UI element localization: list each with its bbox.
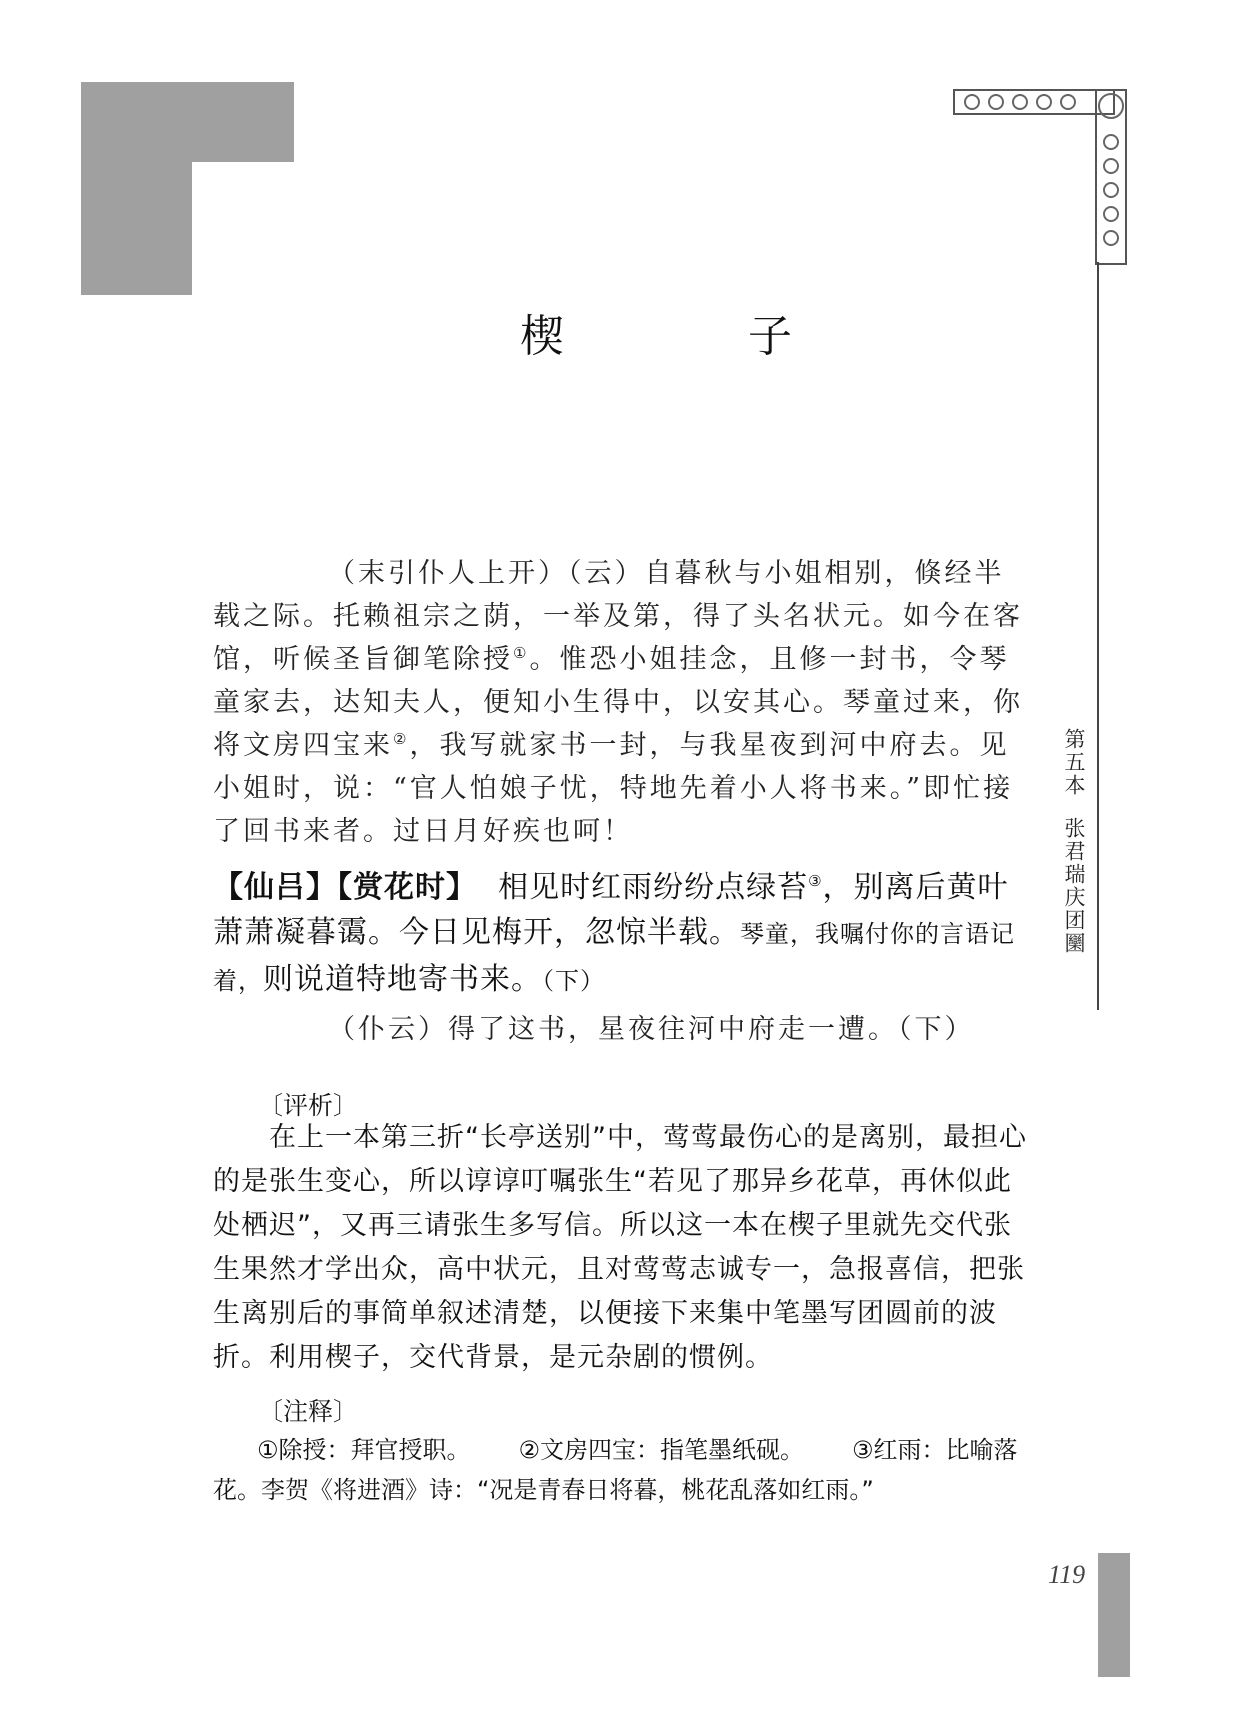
intro-lead: （末引仆人上开）（云）自暮秋与小姐相别，倏经半载之际。托赖祖宗之荫，一举及第，得了头名状元。如今在客馆，听候圣旨御笔除授 — [213, 558, 1023, 675]
notes-body — [213, 1430, 1033, 1510]
footnote-marker-1: ① — [513, 644, 530, 662]
note-2: ②文房四宝：指笔墨纸砚。 — [518, 1436, 805, 1464]
aria-text-4: 则说道特地寄书来。 — [263, 962, 542, 997]
sidebar-part-number: 第五本 — [1062, 728, 1086, 797]
note-3: ③红雨：比喻落花。李贺《将进酒》诗：“况是青春日将暮，桃花乱落如红雨。” — [213, 1436, 1018, 1504]
intro-paragraph — [213, 552, 1033, 853]
aria-exit: （下） — [542, 967, 605, 995]
intro-mid: 。惟恐小姐挂念，且修一封书，令琴童家去，达知夫人，便知小生得中，以安其心。琴童过来，你将文房四宝来 — [213, 644, 1023, 761]
footnote-marker-3: ③ — [808, 872, 823, 890]
aria-tune: 【仙吕】【赏花时】 — [213, 870, 477, 905]
corner-ornament — [952, 86, 1130, 266]
aria-paragraph — [213, 865, 1033, 1004]
note-1: ①除授：拜官授职。 — [257, 1436, 471, 1464]
page-title: 楔 子 — [520, 311, 862, 362]
page-number: 119 — [1048, 1560, 1086, 1589]
servant-line: （仆云）得了这书，星夜往河中府走一遭。（下） — [328, 1014, 975, 1045]
notes-heading: 〔注释〕 — [258, 1397, 359, 1426]
corner-block-left — [81, 82, 192, 295]
analysis-heading: 〔评析〕 — [258, 1091, 359, 1120]
aria-text-3: 琴童，我嘱付你的言语记着， — [213, 920, 1015, 995]
aria-text-1: 相见时红雨纷纷点绿苔 — [498, 870, 809, 905]
sidebar-part-title: 张君瑞庆团圞 — [1062, 817, 1086, 955]
vertical-rule — [1097, 262, 1099, 1010]
running-sidebar — [1062, 728, 1086, 955]
page-tab — [1098, 1553, 1130, 1677]
aria-text-2: ，别离后黄叶萧萧凝暮霭。今日见梅开，忽惊半载。 — [213, 870, 1009, 950]
analysis-body: 在上一本第三折“长亭送别”中，莺莺最伤心的是离别，最担心的是张生变心，所以谆谆叮嘱张生“若见了那异乡花草，再休似此处栖迟”，又再三请张生多写信。所以这一本在楔子里就先交代张生果然才学出众，高中状元，且对莺莺志诚专一，急报喜信，把张生离别后的事简单叙述清楚，以便接下来集中笔墨写团圆前的波折。利用楔子，交代背景，是元杂剧的惯例。 — [213, 1122, 1027, 1373]
intro-tail: ，我写就家书一封，与我星夜到河中府去。见小姐时，说：“官人怕娘子忧，特地先着小人将书来。”即忙接了回书来者。过日月好疾也呵！ — [213, 730, 1014, 847]
footnote-marker-2: ② — [393, 730, 410, 748]
